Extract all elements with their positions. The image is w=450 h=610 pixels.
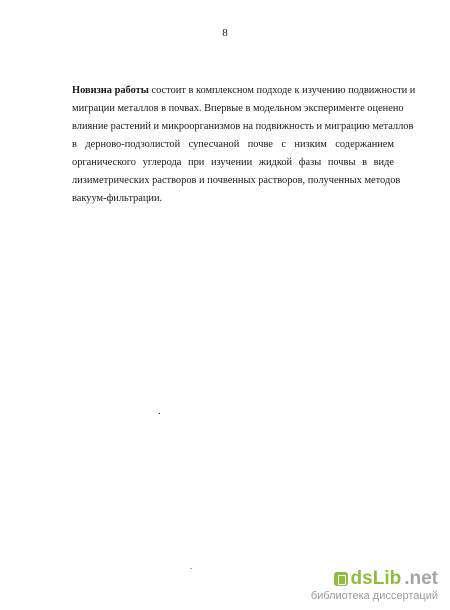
book-icon	[334, 572, 348, 586]
paragraph-line-2: миграции металлов в почвах. Впервые в модельном эксперименте оценено	[72, 103, 404, 114]
paragraph-line-5: органического углерода при изучении жидкой фазы почвы в виде	[72, 157, 394, 168]
dslib-watermark	[311, 569, 438, 602]
body-paragraph	[72, 82, 416, 208]
paragraph-line-1	[72, 82, 416, 100]
watermark-tagline: библиотека диссертаций	[310, 590, 438, 602]
watermark-logo	[311, 569, 438, 589]
paragraph-line-7: вакуум-фильтрации.	[72, 193, 163, 204]
paragraph-line-1-text: состоит в комплексном подходе к изучению подвижности и	[148, 85, 416, 96]
paragraph-line-4: в дерново-подзолистой супесчаной почве с низким содержанием	[72, 139, 394, 150]
paragraph-line-6: лизиметрических растворов и почвенных растворов, полученных методов	[72, 175, 401, 186]
paragraph-line-3: влияние растений и микроорганизмов на подвижность и миграцию металлов	[72, 121, 414, 132]
stray-mark-2: .	[190, 562, 192, 571]
watermark-logo-suffix: .net	[404, 568, 438, 589]
lead-bold-phrase: Новизна работы	[72, 85, 149, 96]
watermark-logo-main: dsLib	[350, 568, 402, 589]
stray-mark-1: .	[158, 405, 161, 417]
page-number: 8	[222, 27, 228, 39]
